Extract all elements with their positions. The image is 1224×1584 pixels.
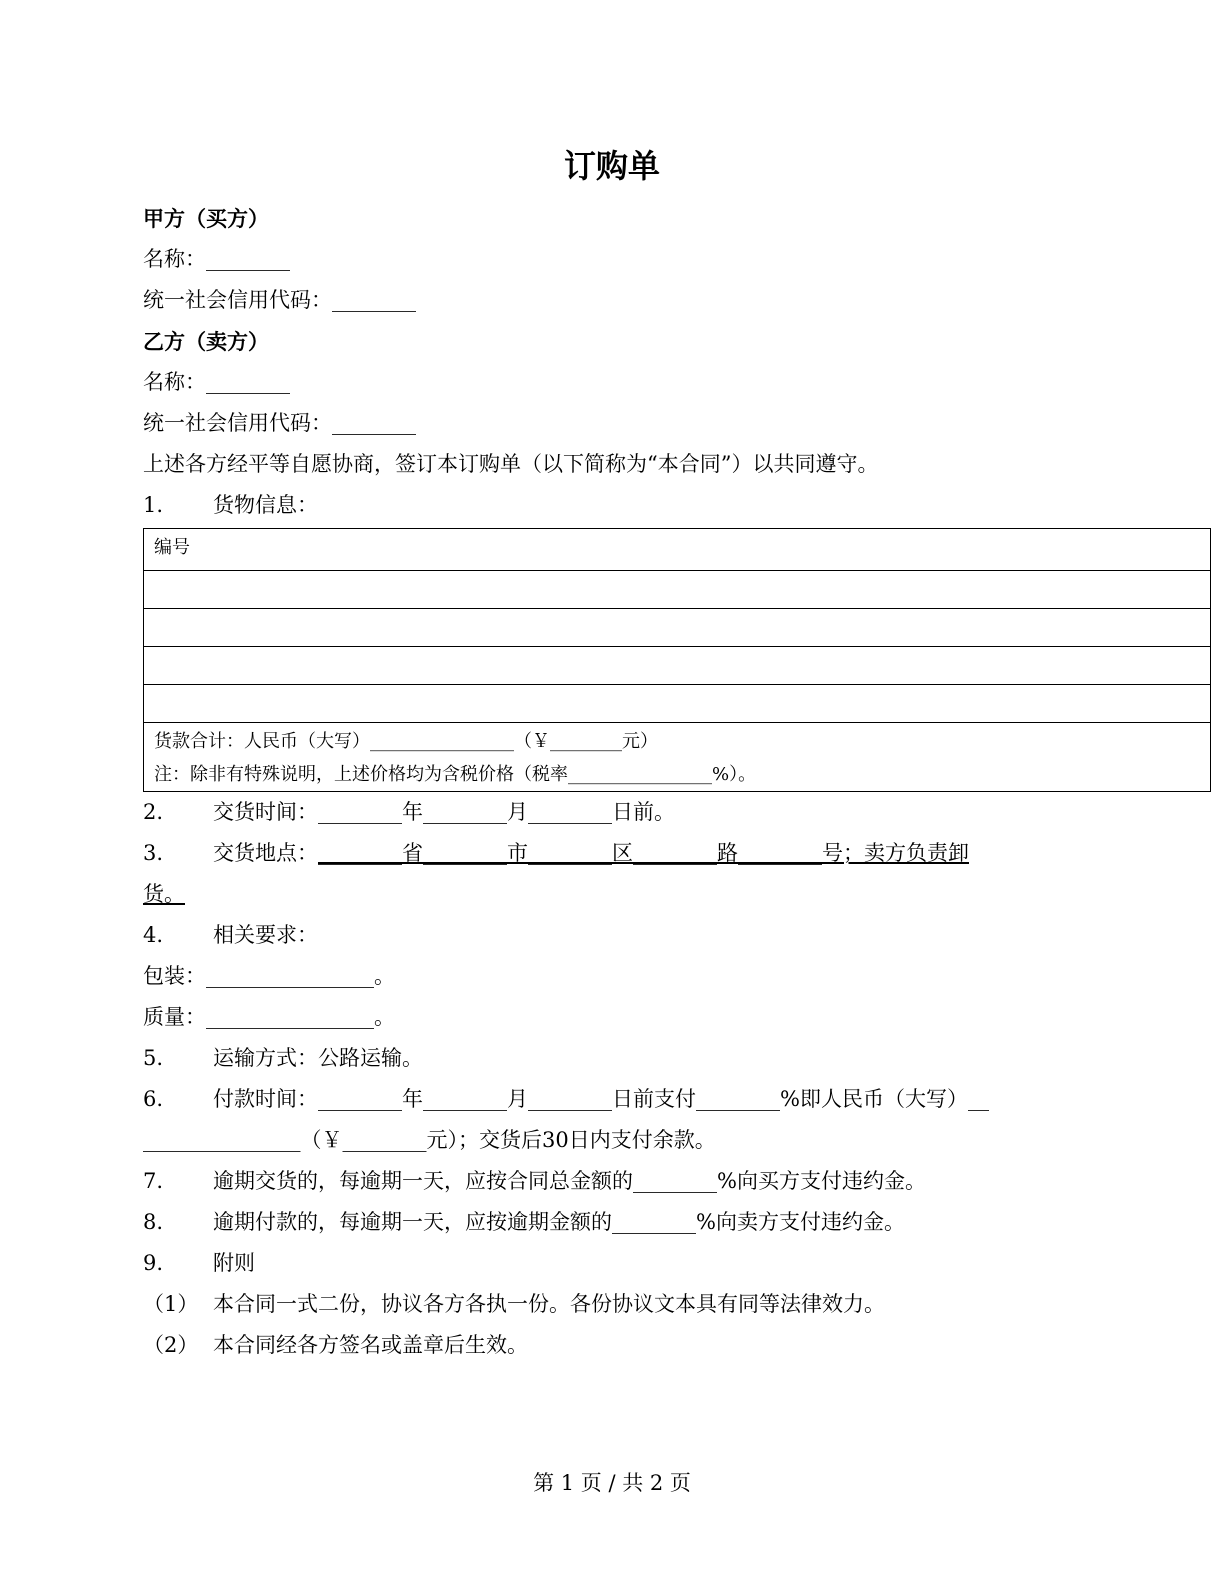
item-number: 3. bbox=[143, 841, 164, 865]
table-row bbox=[144, 609, 1211, 647]
item-6-continued: _______________（￥________元）；交货后30日内支付余款。 bbox=[143, 1128, 716, 1152]
item-8 bbox=[143, 1202, 1218, 1243]
item-number: 6. bbox=[143, 1087, 164, 1111]
page-footer: 第 1 页 / 共 2 页 bbox=[533, 1471, 691, 1495]
item-4 bbox=[143, 915, 1218, 956]
table-header-cell: 编号 bbox=[144, 529, 1211, 571]
packaging-requirement: 包装：________________。 bbox=[143, 964, 395, 988]
item-6 bbox=[143, 1079, 1218, 1120]
item-number: 4. bbox=[143, 923, 164, 947]
party-a-credit-label: 统一社会信用代码： bbox=[143, 288, 332, 312]
party-b-name bbox=[143, 362, 1218, 403]
item-text-prefix: 交货地点： bbox=[213, 841, 318, 865]
item-text: 运输方式：公路运输。 bbox=[213, 1046, 423, 1070]
item-text-continued: 货。 bbox=[143, 882, 185, 906]
delivery-address-field[interactable]: ________省________市________区________路________号；卖方负责卸 bbox=[318, 841, 969, 865]
clause-text: 本合同一式二份，协议各方各执一份。各份协议文本具有同等法律效力。 bbox=[213, 1292, 885, 1316]
party-b-credit-label: 统一社会信用代码： bbox=[143, 411, 332, 435]
item-text: 逾期付款的，每逾期一天，应按逾期金额的________%向卖方支付违约金。 bbox=[213, 1210, 905, 1234]
item-2 bbox=[143, 792, 1218, 833]
document-body bbox=[143, 198, 1218, 1366]
table-cell[interactable] bbox=[144, 571, 1211, 609]
party-b-heading: 乙方（卖方） bbox=[143, 329, 269, 354]
item-9 bbox=[143, 1243, 1218, 1284]
intro-paragraph: 上述各方经平等自愿协商，签订本订购单（以下简称为“本合同”）以共同遵守。 bbox=[143, 452, 879, 476]
party-a-credit-code bbox=[143, 280, 1218, 321]
item-text: 付款时间：________年________月________日前支付________%即人民币（大写）__ bbox=[213, 1087, 989, 1111]
party-a-credit-field[interactable]: ________ bbox=[332, 288, 416, 312]
item-7 bbox=[143, 1161, 1218, 1202]
price-note: 注：除非有特殊说明，上述价格均为含税价格（税率________________%）。 bbox=[154, 764, 757, 785]
item-number: 5. bbox=[143, 1046, 164, 1070]
item-3-continued bbox=[143, 874, 1218, 915]
clause-1 bbox=[143, 1284, 1218, 1325]
clause-number: （2） bbox=[143, 1333, 199, 1357]
table-row bbox=[144, 647, 1211, 685]
table-summary-cell bbox=[144, 723, 1211, 792]
party-b-name-label: 名称： bbox=[143, 370, 206, 394]
item-text: 逾期交货的，每逾期一天，应按合同总金额的________%向买方支付违约金。 bbox=[213, 1169, 926, 1193]
table-cell[interactable] bbox=[144, 647, 1211, 685]
item-number: 1. bbox=[143, 493, 164, 517]
party-b-credit-code bbox=[143, 403, 1218, 444]
item-1 bbox=[143, 485, 1218, 526]
quality-requirement: 质量：________________。 bbox=[143, 1005, 395, 1029]
goods-table bbox=[143, 528, 1211, 792]
item-text: 附则 bbox=[213, 1251, 255, 1275]
party-a-heading: 甲方（买方） bbox=[143, 206, 269, 231]
clause-2 bbox=[143, 1325, 1218, 1366]
item-text: 相关要求： bbox=[213, 923, 318, 947]
party-b-credit-field[interactable]: ________ bbox=[332, 411, 416, 435]
table-cell[interactable] bbox=[144, 609, 1211, 647]
table-summary-row bbox=[144, 723, 1211, 792]
item-number: 9. bbox=[143, 1251, 164, 1275]
goods-total: 货款合计：人民币（大写）________________（￥________元） bbox=[154, 731, 658, 752]
clause-text: 本合同经各方签名或盖章后生效。 bbox=[213, 1333, 528, 1357]
item-number: 7. bbox=[143, 1169, 164, 1193]
party-a-name bbox=[143, 239, 1218, 280]
party-a-name-field[interactable]: ________ bbox=[206, 247, 290, 271]
item-5 bbox=[143, 1038, 1218, 1079]
table-header-row bbox=[144, 529, 1211, 571]
page-title: 订购单 bbox=[563, 147, 660, 185]
party-a-name-label: 名称： bbox=[143, 247, 206, 271]
clause-number: （1） bbox=[143, 1292, 199, 1316]
item-number: 8. bbox=[143, 1210, 164, 1234]
party-b-name-field[interactable]: ________ bbox=[206, 370, 290, 394]
item-number: 2. bbox=[143, 800, 164, 824]
table-row bbox=[144, 685, 1211, 723]
item-text: 货物信息： bbox=[213, 493, 318, 517]
item-text: 交货时间：________年________月________日前。 bbox=[213, 800, 675, 824]
item-3 bbox=[143, 833, 1218, 874]
table-cell[interactable] bbox=[144, 685, 1211, 723]
table-row bbox=[144, 571, 1211, 609]
